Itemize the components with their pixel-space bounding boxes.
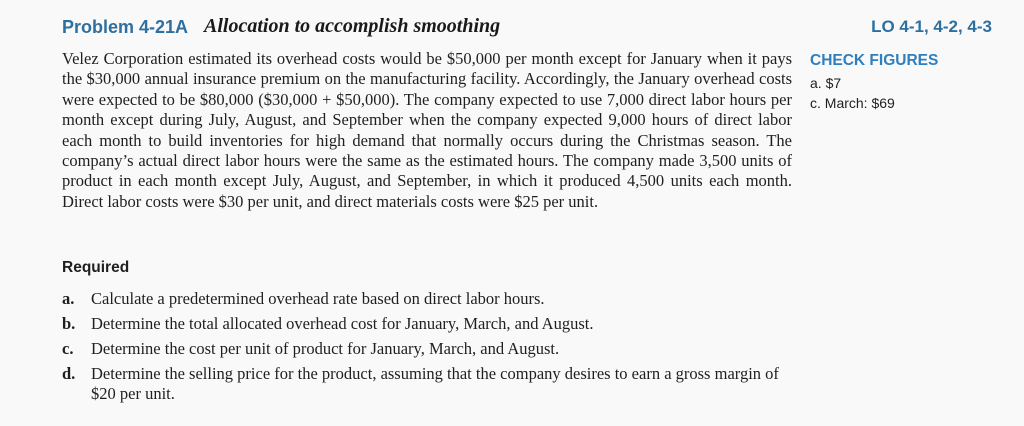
required-item-d bbox=[62, 364, 792, 404]
item-letter: c. bbox=[62, 339, 74, 358]
required-item-a bbox=[62, 289, 792, 309]
problem-number: Problem 4-21A bbox=[62, 17, 189, 37]
item-text: Determine the selling price for the product, assuming that the company desires to earn a gross margin of $20 per unit. bbox=[91, 364, 779, 403]
problem-header bbox=[62, 14, 992, 44]
item-text: Determine the cost per unit of product for January, March, and August. bbox=[91, 339, 560, 358]
item-letter: a. bbox=[62, 289, 75, 308]
item-text: Calculate a predetermined overhead rate based on direct labor hours. bbox=[91, 289, 545, 308]
check-figures bbox=[810, 52, 1010, 113]
item-letter: b. bbox=[62, 314, 76, 333]
item-text: Determine the total allocated overhead cost for January, March, and August. bbox=[91, 314, 594, 333]
check-figure-item: c. March: $69 bbox=[810, 95, 895, 111]
required-item-c bbox=[62, 339, 792, 359]
item-letter: d. bbox=[62, 364, 76, 383]
required-item-b bbox=[62, 314, 792, 334]
learning-objectives: LO 4-1, 4-2, 4-3 bbox=[871, 17, 992, 36]
required-heading: Required bbox=[62, 259, 130, 276]
problem-description: Velez Corporation estimated its overhead costs would be $50,000 per month except for January when it pays the $30,000 annual insurance premium on the manufacturing facility. Accordingly, the January overhead costs were expected to be $80,000 ($30,000 + $50,000). The company expected to use 7,000 direct labor hours per month except during July, August, and September when the company expected 9,000 hours of direct labor each month to build inventories for high demand that normally occurs during the Christmas season. The company’s actual direct labor hours were the same as the estimated hours. The company made 3,500 units of product in each month except July, August, and September, in which it produced 4,500 units each month. Direct labor costs were $30 per unit, and direct materials costs were $25 per unit. bbox=[62, 49, 792, 211]
check-figure-item: a. $7 bbox=[810, 75, 842, 91]
check-figures-title: CHECK FIGURES bbox=[810, 52, 939, 69]
required-list bbox=[62, 289, 792, 409]
problem-title: Allocation to accomplish smoothing bbox=[204, 15, 501, 37]
